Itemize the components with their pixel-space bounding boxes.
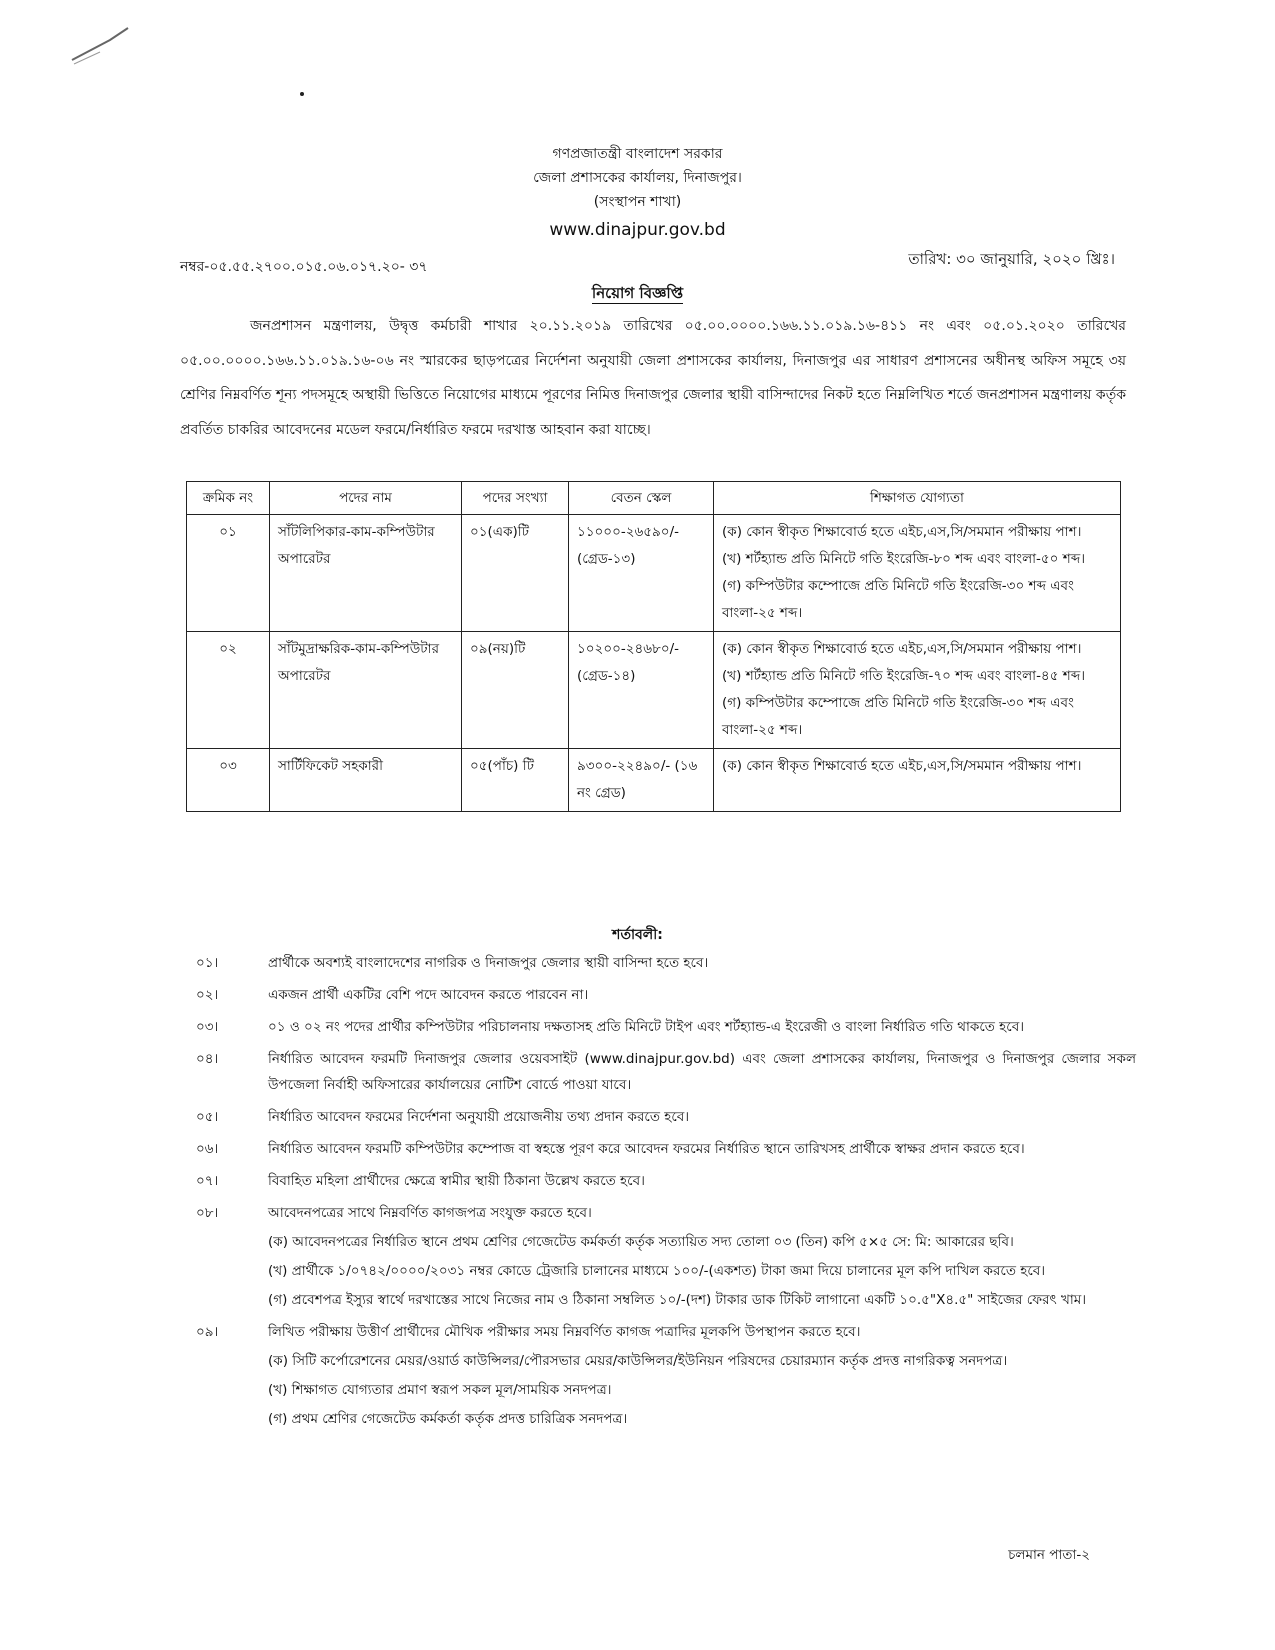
condition-body bbox=[268, 1136, 1136, 1162]
qualification-item: (খ) শর্টহ্যান্ড প্রতি মিনিটে গতি ইংরেজি-৭০ শব্দ এবং বাংলা-৪৫ শব্দ। bbox=[722, 668, 1086, 684]
condition-body bbox=[268, 1104, 1136, 1130]
header-pay-scale: বেতন স্কেল bbox=[569, 482, 714, 515]
notice-title bbox=[0, 282, 1275, 307]
cell-post-count: ০৫(পাঁচ) টি bbox=[462, 749, 569, 812]
conditions-title: শর্তাবলী: bbox=[612, 927, 663, 943]
condition-sub-item: (গ) প্রবেশপত্র ইস্যুর স্বার্থে দরখাস্তের সাথে নিজের নাম ও ঠিকানা সম্বলিত ১০/-(দশ) টাকার ডাক টিকিট লাগানো একটি ১০.৫"X৪.৫" সাইজের ফেরৎ খাম। bbox=[268, 1292, 1087, 1308]
condition-text: ০১ ও ০২ নং পদের প্রার্থীর কম্পিউটার পরিচালনায় দক্ষতাসহ প্রতি মিনিটে টাইপ এবং শর্টহ্যান্ড-এ ইংরেজী ও বাংলা নির্ধারিত গতি থাকতে হবে। bbox=[268, 1019, 1025, 1035]
condition-text: একজন প্রার্থী একটির বেশি পদে আবেদন করতে পারবেন না। bbox=[268, 987, 589, 1003]
govt-name: গণপ্রজাতন্ত্রী বাংলাদেশ সরকার bbox=[552, 146, 723, 162]
condition-item bbox=[196, 1136, 1136, 1162]
condition-sub-item: (গ) প্রথম শ্রেণির গেজেটেড কর্মকর্তা কর্তৃক প্রদত্ত চারিত্রিক সনদপত্র। bbox=[268, 1411, 628, 1427]
qualification-item: (ক) কোন স্বীকৃত শিক্ষাবোর্ড হতে এইচ,এস,সি/সমমান পরীক্ষায় পাশ। bbox=[722, 524, 1082, 540]
header-post-count: পদের সংখ্যা bbox=[462, 482, 569, 515]
notice-title-text: নিয়োগ বিজ্ঞপ্তি bbox=[591, 284, 684, 302]
condition-text: নির্ধারিত আবেদন ফরমটি দিনাজপুর জেলার ওয়েবসাইট (www.dinajpur.gov.bd) এবং জেলা প্রশাসকের কার্যালয়, দিনাজপুর ও দিনাজপুর জেলার সকল উপজেলা নির্বাহী অফিসারের কার্যালয়ের নোটিশ বোর্ডে পাওয়া যাবে। bbox=[268, 1051, 1136, 1093]
condition-text: লিখিত পরীক্ষায় উত্তীর্ণ প্রার্থীদের মৌখিক পরীক্ষার সময় নিম্নবর্ণিত কাগজ পত্রাদির মূলকপি উপস্থাপন করতে হবে। bbox=[268, 1324, 861, 1340]
condition-number: ০৫। bbox=[196, 1109, 219, 1125]
qualification-item: (ক) কোন স্বীকৃত শিক্ষাবোর্ড হতে এইচ,এস,সি/সমমান পরীক্ষায় পাশ। bbox=[722, 758, 1082, 774]
cell-serial: ০১ bbox=[187, 515, 270, 632]
condition-body bbox=[268, 1046, 1136, 1098]
condition-sub-item: (খ) শিক্ষাগত যোগ্যতার প্রমাণ স্বরূপ সকল মূল/সাময়িক সনদপত্র। bbox=[268, 1382, 612, 1398]
office-header bbox=[0, 142, 1275, 242]
condition-number: ০১। bbox=[196, 955, 219, 971]
cell-pay-scale: ১১০০০-২৬৫৯০/- (গ্রেড-১৩) bbox=[569, 515, 714, 632]
memo-number: নম্বর-০৫.৫৫.২৭০০.০১৫.০৬.০১৭.২০- ৩৭ bbox=[180, 259, 428, 275]
cell-serial: ০৩ bbox=[187, 749, 270, 812]
condition-number: ০৮। bbox=[196, 1205, 219, 1221]
condition-sub-item: (খ) প্রার্থীকে ১/০৭৪২/০০০০/২০৩১ নম্বর কোডে ট্রেজারি চালানের মাধ্যমে ১০০/-(একশত) টাকা জমা দিয়ে চালানের মূল কপি দাখিল করতে হবে। bbox=[268, 1263, 1046, 1279]
condition-text: নির্ধারিত আবেদন ফরমের নির্দেশনা অনুযায়ী প্রয়োজনীয় তথ্য প্রদান করতে হবে। bbox=[268, 1109, 690, 1125]
condition-text: প্রার্থীকে অবশ্যই বাংলাদেশের নাগরিক ও দিনাজপুর জেলার স্থায়ী বাসিন্দা হতে হবে। bbox=[268, 955, 709, 971]
cell-post-name: সাঁটলিপিকার-কাম-কম্পিউটার অপারেটর bbox=[270, 515, 462, 632]
speck-mark bbox=[300, 92, 304, 96]
cell-post-name: সার্টিফিকেট সহকারী bbox=[270, 749, 462, 812]
cell-qualification bbox=[714, 515, 1121, 632]
condition-item bbox=[196, 1168, 1136, 1194]
table-row bbox=[187, 515, 1121, 632]
condition-body bbox=[268, 1014, 1136, 1040]
qualification-item: (গ) কম্পিউটার কম্পোজে প্রতি মিনিটে গতি ইংরেজি-৩০ শব্দ এবং বাংলা-২৫ শব্দ। bbox=[722, 578, 1074, 621]
condition-number: ০৭। bbox=[196, 1173, 219, 1189]
condition-sub-item: (ক) সিটি কর্পোরেশনের মেয়র/ওয়ার্ড কাউন্সিলর/পৌরসভার মেয়র/কাউন্সিলর/ইউনিয়ন পরিষদের চেয়ারম্যান কর্তৃক প্রদত্ত নাগরিকত্ব সনদপত্র। bbox=[268, 1353, 1008, 1369]
cell-post-count: ০১(এক)টি bbox=[462, 515, 569, 632]
condition-text: নির্ধারিত আবেদন ফরমটি কম্পিউটার কম্পোজ বা স্বহস্তে পূরণ করে আবেদন ফরমের নির্ধারিত স্থানে তারিখসহ প্রার্থীকে স্বাক্ষর প্রদান করতে হবে। bbox=[268, 1141, 1025, 1157]
cell-post-count: ০৯(নয়)টি bbox=[462, 632, 569, 749]
condition-item bbox=[196, 1046, 1136, 1098]
condition-body bbox=[268, 1319, 1136, 1432]
table-body bbox=[187, 515, 1121, 812]
cell-serial: ০২ bbox=[187, 632, 270, 749]
condition-item bbox=[196, 1200, 1136, 1313]
vacancy-table bbox=[186, 481, 1121, 812]
condition-text: বিবাহিত মহিলা প্রার্থীদের ক্ষেত্রে স্বামীর স্থায়ী ঠিকানা উল্লেখ করতে হবে। bbox=[268, 1173, 645, 1189]
cell-qualification bbox=[714, 632, 1121, 749]
qualification-item: (খ) শর্টহ্যান্ড প্রতি মিনিটে গতি ইংরেজি-৮০ শব্দ এবং বাংলা-৫০ শব্দ। bbox=[722, 551, 1086, 567]
conditions-list bbox=[196, 950, 1136, 1438]
condition-sub-item: (ক) আবেদনপত্রের নির্ধারিত স্থানে প্রথম শ্রেণির গেজেটেড কর্মকর্তা কর্তৃক সত্যায়িত সদ্য তোলা ০৩ (তিন) কপি ৫×৫ সে: মি: আকারের ছবি। bbox=[268, 1234, 1014, 1250]
office-name: জেলা প্রশাসকের কার্যালয়, দিনাজপুর। bbox=[533, 170, 742, 186]
intro-paragraph: জনপ্রশাসন মন্ত্রণালয়, উদ্বৃত্ত কর্মচারী শাখার ২০.১১.২০১৯ তারিখের ০৫.০০.০০০০.১৬৬.১১.০১৯.১৬-৪১১ নং এবং ০৫.০১.২০২০ তারিখের ০৫.০০.০০০০.১৬৬.১১.০১৯.১৬-০৬ নং স্মারকের ছাড়পত্রের নির্দেশনা অনুযায়ী জেলা প্রশাসকের কার্যালয়, দিনাজপুর এর সাধারণ প্রশাসনের অধীনস্থ অফিস সমূহে ৩য় শ্রেণির নিম্নবর্ণিত শূন্য পদসমূহে অস্থায়ী ভিত্তিতে নিয়োগের মাধ্যমে পূরণের নিমিত্ত দিনাজপুর জেলার স্থায়ী বাসিন্দাদের নিকট হতে নিম্নলিখিত শর্তে জনপ্রশাসন মন্ত্রণালয় কর্তৃক প্রবর্তিত চাকরির আবেদনের মডেল ফরমে/নির্ধারিত ফরমে দরখাস্ত আহবান করা যাচ্ছে। bbox=[180, 318, 1126, 438]
condition-number: ০৪। bbox=[196, 1051, 219, 1067]
header-serial: ক্রমিক নং bbox=[187, 482, 270, 515]
condition-body bbox=[268, 1168, 1136, 1194]
condition-number: ০২। bbox=[196, 987, 219, 1003]
issue-date: তারিখ: ৩০ জানুয়ারি, ২০২০ খ্রিঃ। bbox=[908, 250, 1115, 268]
website-text: www.dinajpur.gov.bd bbox=[549, 220, 726, 240]
condition-item bbox=[196, 1014, 1136, 1040]
branch-name: (সংস্থাপন শাখা) bbox=[593, 194, 682, 210]
condition-item bbox=[196, 950, 1136, 976]
table-row bbox=[187, 749, 1121, 812]
condition-body bbox=[268, 982, 1136, 1008]
header-post-name: পদের নাম bbox=[270, 482, 462, 515]
cell-qualification bbox=[714, 749, 1121, 812]
table-header-row bbox=[187, 482, 1121, 515]
cell-pay-scale: ১০২০০-২৪৬৮০/- (গ্রেড-১৪) bbox=[569, 632, 714, 749]
header-qualification: শিক্ষাগত যোগ্যতা bbox=[714, 482, 1121, 515]
condition-number: ০৩। bbox=[196, 1019, 219, 1035]
pen-mark-decoration bbox=[70, 20, 150, 80]
cell-post-name: সাঁটমুদ্রাক্ষরিক-কাম-কম্পিউটার অপারেটর bbox=[270, 632, 462, 749]
continued-page-note: চলমান পাতা-২ bbox=[1008, 1547, 1090, 1563]
condition-item bbox=[196, 1319, 1136, 1432]
qualification-item: (ক) কোন স্বীকৃত শিক্ষাবোর্ড হতে এইচ,এস,সি/সমমান পরীক্ষায় পাশ। bbox=[722, 641, 1082, 657]
condition-text: আবেদনপত্রের সাথে নিম্নবর্ণিত কাগজপত্র সংযুক্ত করতে হবে। bbox=[268, 1205, 592, 1221]
condition-body bbox=[268, 1200, 1136, 1313]
condition-number: ০৬। bbox=[196, 1141, 219, 1157]
table-row bbox=[187, 632, 1121, 749]
condition-item bbox=[196, 1104, 1136, 1130]
condition-number: ০৯। bbox=[196, 1324, 219, 1340]
condition-item bbox=[196, 982, 1136, 1008]
condition-body bbox=[268, 950, 1136, 976]
qualification-item: (গ) কম্পিউটার কম্পোজে প্রতি মিনিটে গতি ইংরেজি-৩০ শব্দ এবং বাংলা-২৫ শব্দ। bbox=[722, 695, 1074, 738]
cell-pay-scale: ৯৩০০-২২৪৯০/- (১৬ নং গ্রেড) bbox=[569, 749, 714, 812]
